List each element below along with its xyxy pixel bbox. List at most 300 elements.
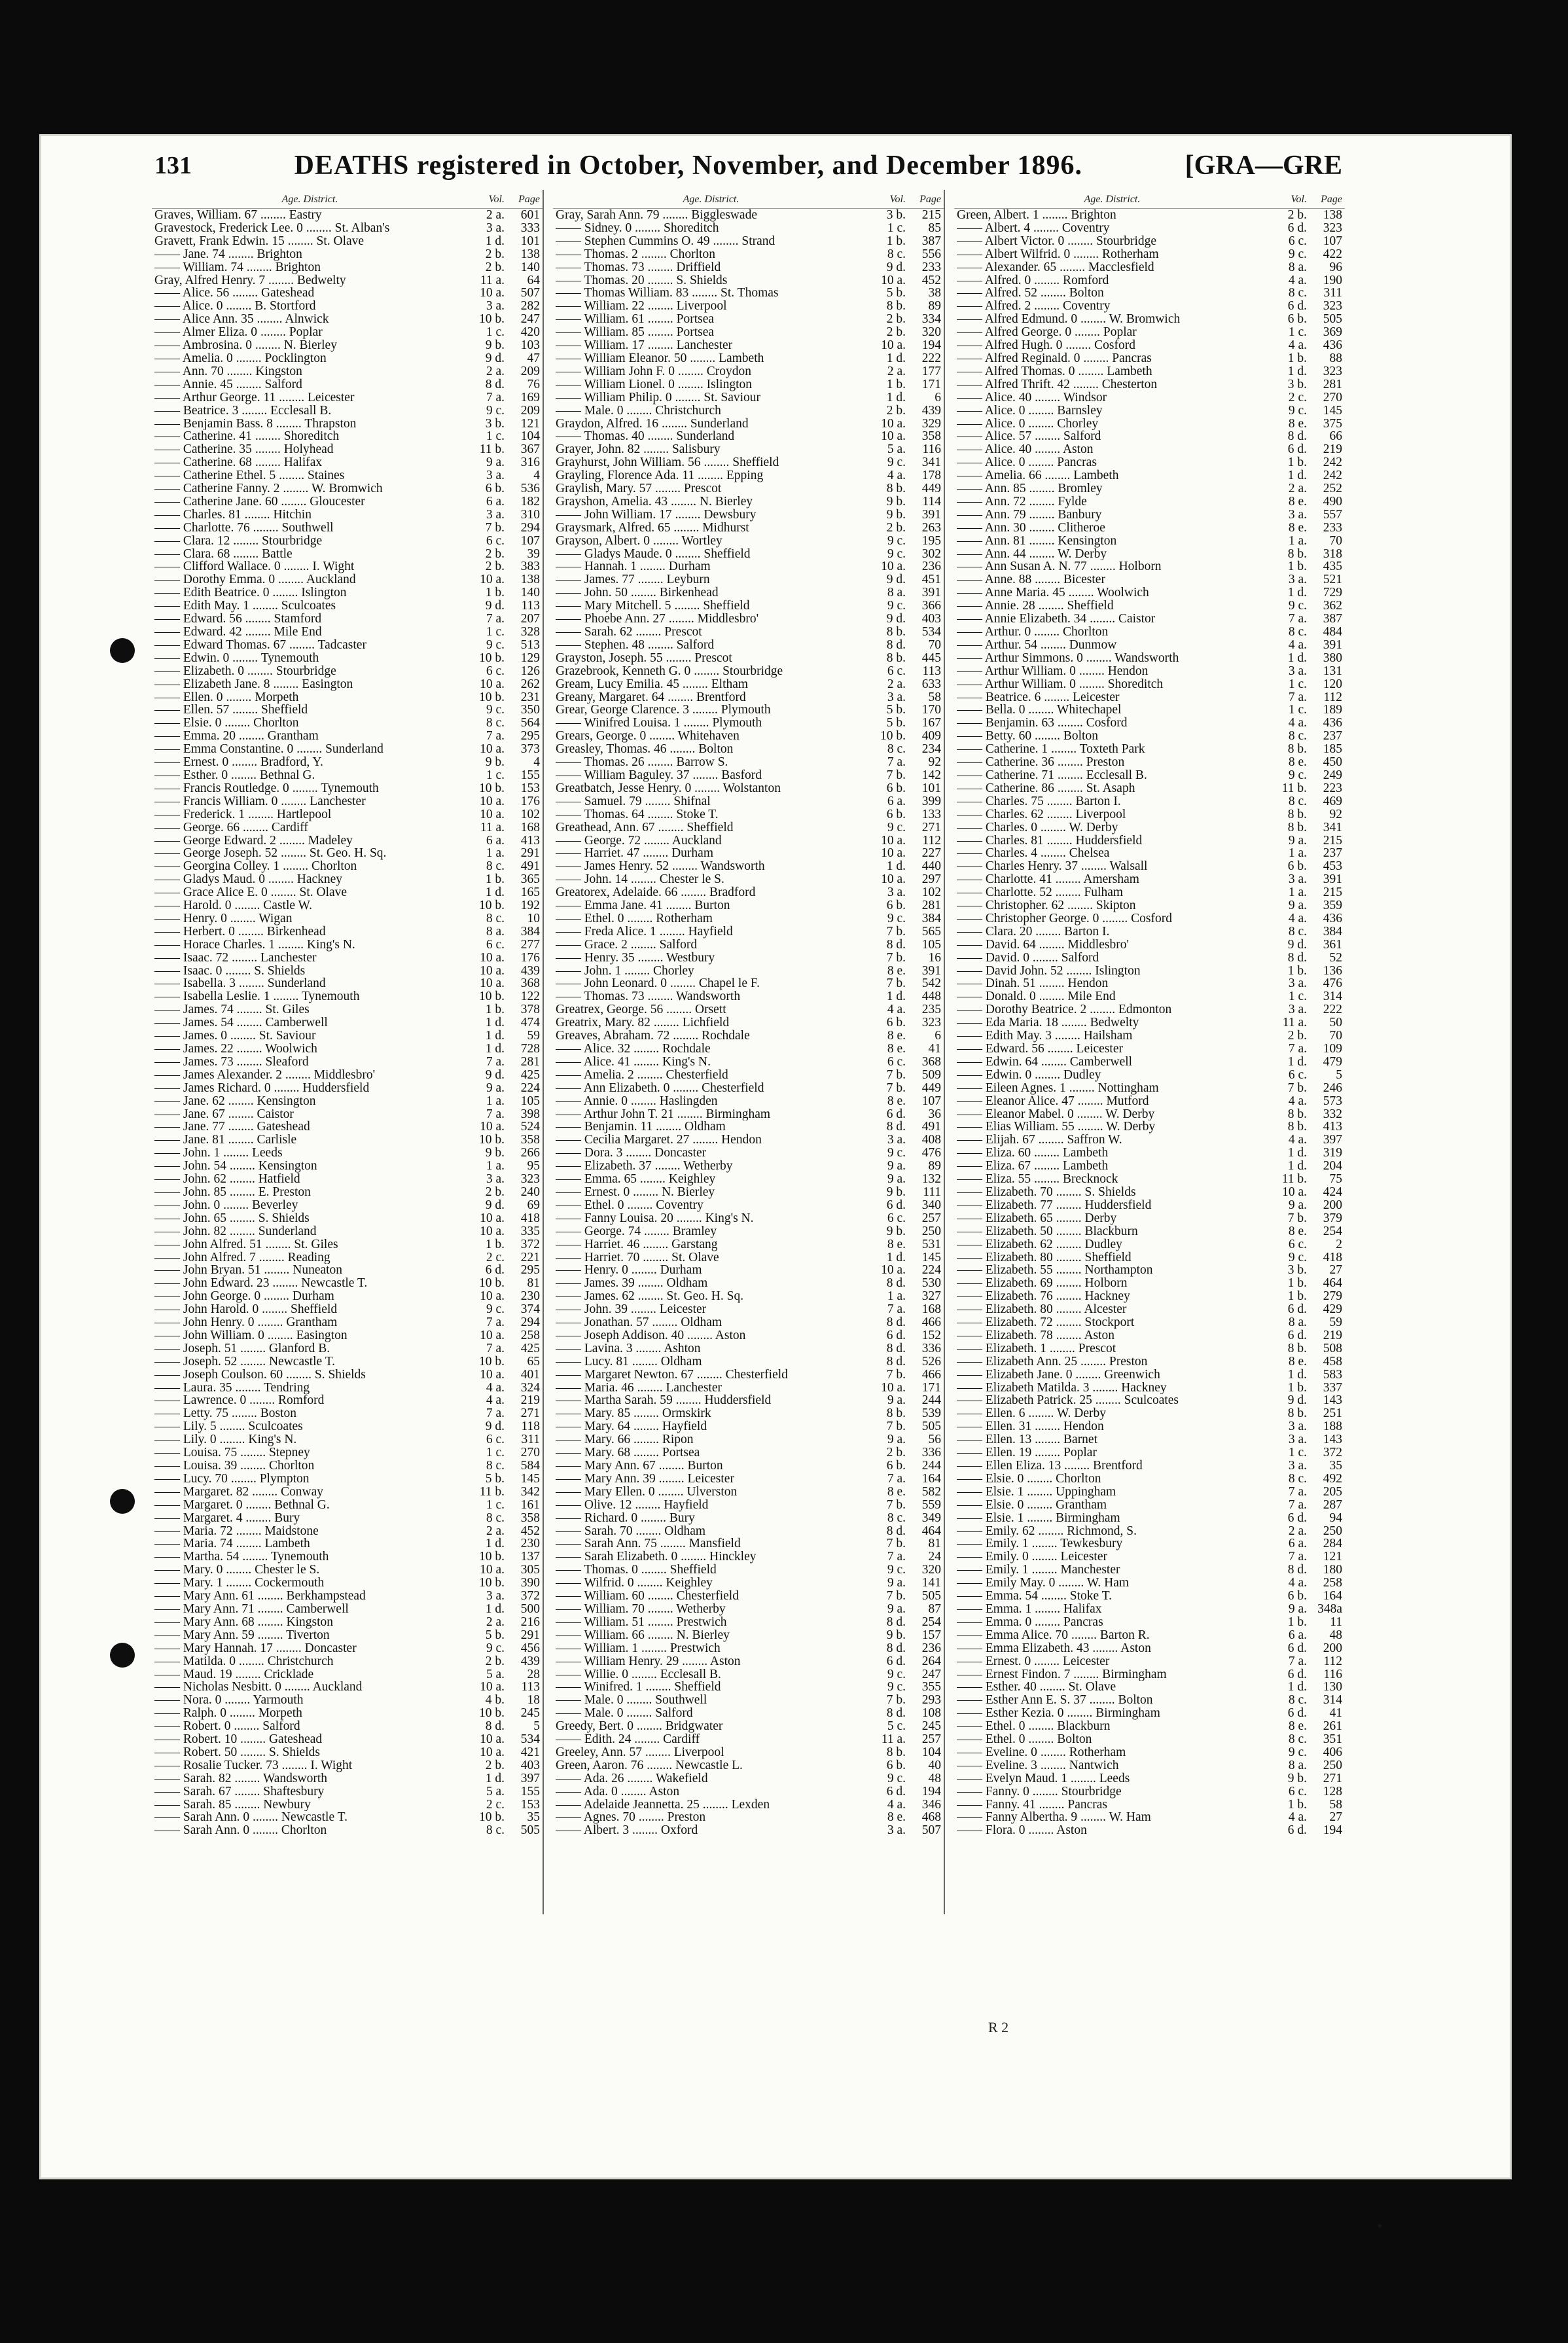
entry-name-district bbox=[957, 522, 1268, 535]
register-entry bbox=[152, 1355, 543, 1368]
entry-name: —— Isabella. 3 bbox=[154, 977, 236, 991]
entry-page: 250 bbox=[921, 1224, 941, 1238]
entry-name-district bbox=[556, 1798, 866, 1812]
entry-name-district bbox=[154, 1003, 465, 1016]
register-entry bbox=[954, 795, 1345, 808]
register-entry bbox=[954, 1108, 1345, 1121]
register-entry bbox=[954, 821, 1345, 834]
entry-name-district bbox=[556, 912, 866, 925]
register-entry bbox=[152, 1199, 543, 1212]
entry-name: —— Cecilia Margaret. 27 bbox=[556, 1134, 690, 1147]
entry-district: Bridgwater bbox=[665, 1720, 723, 1734]
entry-volume: 4 b. bbox=[485, 1693, 505, 1708]
dot-leader: ........ bbox=[1025, 456, 1058, 470]
entry-page: 391 bbox=[921, 963, 941, 978]
entry-name: —— Charles. 81 bbox=[957, 834, 1044, 848]
entry-name-district bbox=[556, 509, 866, 522]
entry-volume: 8 c. bbox=[887, 1511, 906, 1525]
entry-volume: 10 a. bbox=[881, 560, 906, 574]
register-entry bbox=[954, 639, 1345, 652]
entry-volume: 9 a. bbox=[887, 1393, 906, 1408]
entry-name: —— Edith May. 1 bbox=[154, 599, 249, 613]
entry-volume: 11 b. bbox=[1281, 1172, 1307, 1187]
register-entry bbox=[152, 418, 543, 431]
dot-leader: ........ bbox=[679, 1654, 710, 1668]
entry-name-district bbox=[556, 1550, 866, 1564]
entry-name: —— Alice. 32 bbox=[556, 1043, 631, 1056]
dot-leader: ........ bbox=[1058, 1016, 1090, 1030]
entry-page: 16 bbox=[928, 950, 941, 965]
entry-page: 490 bbox=[1323, 494, 1342, 509]
entry-name: Greaves, Abraham. 72 bbox=[556, 1029, 670, 1043]
entry-name-district bbox=[154, 1564, 465, 1577]
entry-page: 383 bbox=[520, 560, 540, 574]
entry-name: —— Edwin. 64 bbox=[957, 1055, 1039, 1069]
entry-volume: 7 a. bbox=[486, 1341, 505, 1355]
entry-name: —— Ethel. 0 bbox=[556, 912, 624, 925]
entry-volume: 8 e. bbox=[887, 1029, 906, 1043]
entry-district: Prescot bbox=[683, 482, 722, 495]
entry-volume: 7 a. bbox=[1288, 1484, 1307, 1499]
entry-name: —— Ann. 30 bbox=[957, 521, 1026, 535]
entry-volume: 6 d. bbox=[1287, 221, 1307, 235]
register-entry bbox=[553, 1199, 944, 1212]
dot-leader: ........ bbox=[1037, 821, 1069, 834]
entry-volume: 7 b. bbox=[886, 1367, 906, 1382]
entry-district: Durham bbox=[671, 847, 713, 861]
entry-district: Aston bbox=[1062, 443, 1094, 457]
entry-page: 194 bbox=[921, 1784, 941, 1798]
entry-page: 76 bbox=[527, 377, 540, 391]
entry-volume: 1 a. bbox=[486, 1094, 505, 1108]
entry-district: Shaftesbury bbox=[263, 1785, 325, 1798]
entry-name: —— Ethel. 0 bbox=[957, 1733, 1025, 1746]
entry-volume: 10 a. bbox=[881, 1380, 906, 1395]
register-entry bbox=[553, 1420, 944, 1433]
entry-district: Gateshead bbox=[257, 1120, 310, 1134]
entry-page: 113 bbox=[521, 1680, 540, 1694]
entry-district: Chorlton bbox=[1062, 626, 1109, 639]
entry-name-district bbox=[154, 1785, 465, 1798]
entry-district: Portsea bbox=[662, 1446, 700, 1459]
entry-name-district bbox=[957, 548, 1268, 561]
entry-district: Sleaford bbox=[265, 1055, 309, 1069]
entry-page: 2 bbox=[1336, 1237, 1342, 1251]
entry-page: 508 bbox=[1323, 1341, 1342, 1355]
entry-name-district bbox=[957, 1473, 1268, 1486]
entry-name: —— Ellen. 0 bbox=[154, 690, 223, 704]
entry-district: Mutford bbox=[1106, 1094, 1149, 1108]
entry-name: —— Elizabeth. 55 bbox=[957, 1264, 1053, 1278]
entry-volume: 2 b. bbox=[485, 1185, 505, 1199]
entry-district: Lexden bbox=[731, 1798, 770, 1812]
register-entry bbox=[152, 1446, 543, 1459]
entry-name: Greatrix, Mary. 82 bbox=[556, 1016, 650, 1030]
entry-page: 245 bbox=[520, 1706, 540, 1721]
entry-name: —— Sarah Ann. 0 bbox=[154, 1824, 250, 1838]
register-entry bbox=[152, 1394, 543, 1407]
entry-volume: 3 a. bbox=[486, 1589, 505, 1603]
entry-name-district bbox=[154, 248, 465, 261]
dot-leader: ........ bbox=[644, 1602, 677, 1616]
entry-volume: 1 d. bbox=[1287, 586, 1307, 600]
register-entry bbox=[954, 652, 1345, 665]
entry-page: 70 bbox=[1329, 533, 1342, 548]
dot-leader: ........ bbox=[1031, 300, 1063, 313]
entry-name-district bbox=[154, 1394, 465, 1407]
entry-page: 10 bbox=[527, 911, 540, 925]
dot-leader: ........ bbox=[633, 1381, 666, 1395]
entry-name-district bbox=[154, 847, 465, 860]
dot-leader: ........ bbox=[1035, 938, 1068, 952]
register-entry bbox=[954, 495, 1345, 509]
register-entry bbox=[553, 965, 944, 978]
entry-name-district bbox=[556, 965, 866, 978]
entry-name: —— William Henry. 29 bbox=[556, 1654, 679, 1668]
dot-leader: ........ bbox=[223, 300, 255, 313]
entry-name: —— John Alfred. 7 bbox=[154, 1251, 256, 1264]
entry-volume: 10 a. bbox=[480, 1289, 505, 1304]
register-entry bbox=[954, 1733, 1345, 1746]
dot-leader: ........ bbox=[1080, 351, 1113, 365]
entry-volume: 1 d. bbox=[1287, 469, 1307, 483]
dot-leader: ........ bbox=[1052, 1225, 1085, 1238]
register-entry bbox=[553, 352, 944, 365]
entry-district: Birmingham bbox=[1096, 1707, 1160, 1721]
register-entry bbox=[152, 313, 543, 326]
dot-leader: ........ bbox=[1052, 1264, 1085, 1278]
entry-name: —— Catherine. 86 bbox=[957, 781, 1054, 795]
entry-page: 250 bbox=[1323, 1758, 1342, 1772]
dot-leader: ........ bbox=[642, 1681, 675, 1694]
entry-name: —— Mary. 64 bbox=[556, 1420, 631, 1434]
entry-district: Cardiff bbox=[663, 1733, 700, 1746]
dot-leader: ........ bbox=[249, 521, 282, 535]
dot-leader: ........ bbox=[656, 1537, 689, 1551]
dot-leader: ........ bbox=[1051, 1029, 1084, 1043]
entry-name: —— Alice. 56 bbox=[154, 287, 230, 300]
entry-name: —— Louisa. 75 bbox=[154, 1446, 238, 1459]
entry-page: 384 bbox=[921, 911, 941, 925]
dot-leader: ........ bbox=[671, 547, 704, 561]
entry-name: —— Dorothy Beatrice. 2 bbox=[957, 1003, 1087, 1017]
entry-district: Brentford bbox=[696, 690, 746, 704]
entry-volume: 2 b. bbox=[485, 546, 505, 561]
entry-name-district bbox=[556, 1811, 866, 1824]
register-entry bbox=[954, 847, 1345, 860]
entry-volume: 9 c. bbox=[486, 1302, 505, 1317]
dot-leader: ........ bbox=[226, 1160, 258, 1173]
entry-name: —— William. 85 bbox=[556, 326, 645, 340]
dot-leader: ........ bbox=[251, 456, 284, 470]
signature-mark: R 2 bbox=[988, 2019, 1009, 2035]
dot-leader: ........ bbox=[229, 704, 262, 717]
register-entry bbox=[954, 573, 1345, 586]
entry-volume: 7 a. bbox=[887, 1302, 906, 1317]
dot-leader: ........ bbox=[1025, 547, 1058, 561]
entry-name: —— Stephen. 48 bbox=[556, 638, 645, 652]
entry-name-district bbox=[556, 248, 866, 261]
dot-leader: ........ bbox=[281, 1068, 314, 1082]
entry-district: Hendon bbox=[1107, 664, 1149, 678]
register-entry bbox=[553, 977, 944, 990]
entry-name: —— Mary Ann. 59 bbox=[154, 1628, 255, 1642]
entry-name-district bbox=[957, 782, 1268, 795]
register-entry bbox=[553, 535, 944, 548]
entry-district: N. Bierley bbox=[676, 1628, 730, 1642]
register-entry bbox=[954, 1082, 1345, 1095]
entry-volume: 10 a. bbox=[881, 872, 906, 887]
dot-leader: ........ bbox=[1046, 1342, 1078, 1355]
dot-leader: ........ bbox=[1041, 469, 1074, 483]
register-entry bbox=[553, 652, 944, 665]
entry-page: 391 bbox=[921, 507, 941, 522]
entry-name-district bbox=[154, 1798, 465, 1812]
dot-leader: ........ bbox=[220, 1198, 252, 1212]
register-entry bbox=[553, 1095, 944, 1108]
entry-district: Chesterfield bbox=[676, 1590, 739, 1603]
entry-name: —— Emma. 54 bbox=[957, 1590, 1039, 1603]
entry-name: —— Letty. 75 bbox=[154, 1407, 229, 1421]
entry-name-district bbox=[154, 599, 465, 613]
register-entry bbox=[152, 899, 543, 912]
entry-page: 329 bbox=[921, 416, 941, 431]
entry-name: —— Thomas. 64 bbox=[556, 808, 645, 821]
entry-page: 362 bbox=[1323, 599, 1342, 613]
dot-leader: ........ bbox=[627, 873, 660, 887]
entry-page: 542 bbox=[921, 976, 941, 991]
entry-district: Wetherby bbox=[683, 1160, 733, 1173]
entry-volume: 9 d. bbox=[886, 260, 906, 274]
entry-name: —— William Philip. 0 bbox=[556, 391, 672, 404]
dot-leader: ........ bbox=[277, 495, 310, 509]
entry-volume: 9 c. bbox=[486, 1641, 505, 1655]
register-entry bbox=[152, 222, 543, 235]
register-entry bbox=[954, 1134, 1345, 1147]
register-entry bbox=[553, 1277, 944, 1290]
entry-name: —— Adelaide Jeannetta. 25 bbox=[556, 1798, 700, 1812]
entry-volume: 6 d. bbox=[1287, 1706, 1307, 1721]
entry-volume: 8 a. bbox=[486, 924, 505, 939]
register-entry bbox=[152, 1811, 543, 1824]
entry-volume: 10 b. bbox=[479, 1550, 505, 1564]
dot-leader: ........ bbox=[1077, 313, 1109, 327]
dot-leader: ........ bbox=[272, 417, 305, 431]
dot-leader: ........ bbox=[627, 1303, 660, 1317]
register-entry bbox=[152, 1029, 543, 1043]
entry-name-district bbox=[957, 1642, 1268, 1655]
dot-leader: ........ bbox=[659, 209, 692, 222]
register-entry bbox=[954, 1590, 1345, 1603]
entry-name: —— Jane. 77 bbox=[154, 1120, 225, 1134]
entry-name: —— Donald. 0 bbox=[957, 990, 1036, 1004]
entry-volume: 9 b. bbox=[485, 338, 505, 353]
dot-leader: ........ bbox=[231, 1785, 264, 1798]
register-entry bbox=[954, 482, 1345, 495]
entry-page: 311 bbox=[521, 1433, 540, 1447]
entry-district: Staines bbox=[307, 469, 345, 483]
entry-name: —— Nicholas Nesbitt. 0 bbox=[154, 1681, 281, 1694]
entry-district: Romford bbox=[277, 1394, 325, 1408]
entry-page: 65 bbox=[527, 1354, 540, 1368]
entry-name: —— George Edward. 2 bbox=[154, 834, 276, 848]
register-entry bbox=[954, 1486, 1345, 1499]
register-entry bbox=[954, 939, 1345, 952]
entry-name-district bbox=[957, 1160, 1268, 1173]
dot-leader: ........ bbox=[241, 508, 274, 522]
entry-name-district bbox=[957, 1616, 1268, 1629]
entry-district: Wakefield bbox=[655, 1772, 708, 1785]
entry-volume: 9 a. bbox=[1288, 833, 1307, 848]
entry-volume: 3 a. bbox=[1288, 976, 1307, 991]
entry-name: —— Almer Eliza. 0 bbox=[154, 326, 258, 340]
dot-leader: ........ bbox=[623, 1694, 656, 1708]
register-entry bbox=[553, 1264, 944, 1277]
register-entry bbox=[553, 1433, 944, 1446]
entry-page: 94 bbox=[1329, 1511, 1342, 1525]
entry-name-district bbox=[154, 834, 465, 848]
entry-name-district bbox=[957, 990, 1268, 1003]
dot-leader: ........ bbox=[644, 756, 677, 769]
register-entry bbox=[553, 1499, 944, 1512]
dot-leader: ........ bbox=[1052, 1238, 1085, 1251]
dot-leader: ........ bbox=[1038, 1055, 1070, 1069]
entry-page: 235 bbox=[921, 1003, 941, 1017]
register-entry bbox=[152, 1303, 543, 1316]
entry-name-district bbox=[957, 1368, 1268, 1382]
entry-district: Huddersfield bbox=[1075, 834, 1143, 848]
entry-page: 271 bbox=[1323, 1771, 1342, 1785]
entry-volume: 2 c. bbox=[486, 1797, 505, 1812]
entry-district: Bedwelty bbox=[1090, 1016, 1139, 1030]
entry-page: 328 bbox=[520, 625, 540, 639]
entry-district: Christchurch bbox=[655, 404, 721, 418]
entry-volume: 6 d. bbox=[886, 1784, 906, 1798]
entry-name-district bbox=[556, 1382, 866, 1395]
entry-district: N. Bierley bbox=[699, 495, 753, 509]
entry-name-district bbox=[154, 1811, 465, 1824]
entry-name-district bbox=[556, 1043, 866, 1056]
register-entry bbox=[954, 1746, 1345, 1759]
entry-name: —— Margaret. 4 bbox=[154, 1511, 243, 1525]
entry-name-district bbox=[556, 548, 866, 561]
entry-volume: 9 c. bbox=[887, 1680, 906, 1694]
entry-district: Leicester bbox=[1060, 1550, 1107, 1564]
dot-leader: ........ bbox=[630, 1433, 662, 1447]
register-entry bbox=[954, 1642, 1345, 1655]
entry-page: 372 bbox=[1323, 1446, 1342, 1460]
entry-page: 491 bbox=[921, 1120, 941, 1134]
register-entry bbox=[954, 1512, 1345, 1525]
entry-district: Newcastle L. bbox=[675, 1759, 743, 1772]
entry-volume: 8 e. bbox=[1288, 494, 1307, 509]
entry-name: —— Clifford Wallace. 0 bbox=[154, 560, 281, 574]
entry-volume: 11 a. bbox=[480, 820, 505, 834]
entry-volume: 4 a. bbox=[1288, 1576, 1307, 1590]
register-entry bbox=[553, 1212, 944, 1225]
entry-page: 132 bbox=[921, 1172, 941, 1187]
register-entry bbox=[954, 834, 1345, 848]
register-entry bbox=[954, 1186, 1345, 1199]
entry-volume: 10 a. bbox=[480, 1563, 505, 1577]
entry-district: Cosford bbox=[1131, 912, 1172, 925]
entry-page: 439 bbox=[520, 963, 540, 978]
entry-volume: 2 b. bbox=[1287, 1029, 1307, 1043]
entry-name: —— Eveline. 3 bbox=[957, 1759, 1037, 1772]
entry-volume: 7 a. bbox=[887, 1550, 906, 1564]
entry-name: —— Edith May. 3 bbox=[957, 1029, 1052, 1043]
dot-leader: ........ bbox=[233, 1055, 266, 1069]
entry-name-district bbox=[556, 1733, 866, 1746]
entry-page: 167 bbox=[921, 716, 941, 730]
entry-district: Poplar bbox=[289, 326, 323, 340]
dot-leader: ........ bbox=[260, 1264, 293, 1278]
dot-leader: ........ bbox=[632, 1524, 665, 1538]
entry-name-district bbox=[556, 1564, 866, 1577]
entry-name-district bbox=[154, 925, 465, 939]
entry-page: 323 bbox=[520, 1172, 540, 1187]
entry-page: 102 bbox=[921, 885, 941, 900]
entry-volume: 10 b. bbox=[479, 1133, 505, 1147]
entry-name-district bbox=[556, 1629, 866, 1642]
register-entry bbox=[553, 1668, 944, 1681]
entry-district: W. Derby bbox=[1105, 1107, 1155, 1121]
dot-leader: ........ bbox=[1024, 1498, 1056, 1512]
entry-page: 287 bbox=[1323, 1497, 1342, 1512]
entry-volume: 1 b. bbox=[485, 586, 505, 600]
register-entry bbox=[553, 495, 944, 509]
dot-leader: ........ bbox=[269, 586, 302, 600]
register-entry bbox=[152, 847, 543, 860]
entry-district: Mile End bbox=[1067, 990, 1116, 1004]
entry-volume: 3 b. bbox=[1287, 1263, 1307, 1278]
entry-volume: 3 a. bbox=[486, 221, 505, 235]
entry-page: 439 bbox=[921, 403, 941, 418]
entry-page: 254 bbox=[921, 1615, 941, 1629]
entry-volume: 3 a. bbox=[1288, 872, 1307, 887]
entry-district: Brighton bbox=[1071, 209, 1116, 222]
dot-leader: ........ bbox=[231, 1798, 264, 1812]
dot-leader: ........ bbox=[1048, 743, 1080, 757]
entry-volume: 7 b. bbox=[886, 976, 906, 991]
register-entry bbox=[553, 1160, 944, 1173]
entry-page: 384 bbox=[520, 924, 540, 939]
dot-leader: ........ bbox=[1029, 1785, 1061, 1798]
dot-leader: ........ bbox=[637, 247, 670, 261]
register-entry bbox=[152, 1616, 543, 1629]
entry-district: Hayfield bbox=[664, 1498, 709, 1512]
entry-district: Barnet bbox=[1063, 1433, 1098, 1447]
dot-leader: ........ bbox=[1063, 1707, 1096, 1721]
entry-volume: 8 d. bbox=[485, 377, 505, 391]
entry-page: 297 bbox=[921, 872, 941, 887]
entry-district: Hackney bbox=[296, 873, 343, 887]
entry-district: Islington bbox=[706, 378, 753, 391]
entry-volume: 9 c. bbox=[486, 703, 505, 717]
entry-name-district bbox=[154, 1199, 465, 1212]
entry-district: Birmingham bbox=[1056, 1511, 1120, 1525]
register-entry bbox=[553, 795, 944, 808]
entry-volume: 1 d. bbox=[485, 1016, 505, 1030]
entry-name-district bbox=[556, 1616, 866, 1629]
register-entry bbox=[553, 613, 944, 626]
entry-name-district bbox=[957, 1290, 1268, 1303]
entry-district: Ulverston bbox=[686, 1485, 738, 1499]
dot-leader: ........ bbox=[628, 1668, 660, 1681]
entry-name-district bbox=[556, 782, 866, 795]
entry-district: N. Bierley bbox=[283, 339, 337, 352]
entry-name: —— Emma. 20 bbox=[154, 730, 236, 743]
